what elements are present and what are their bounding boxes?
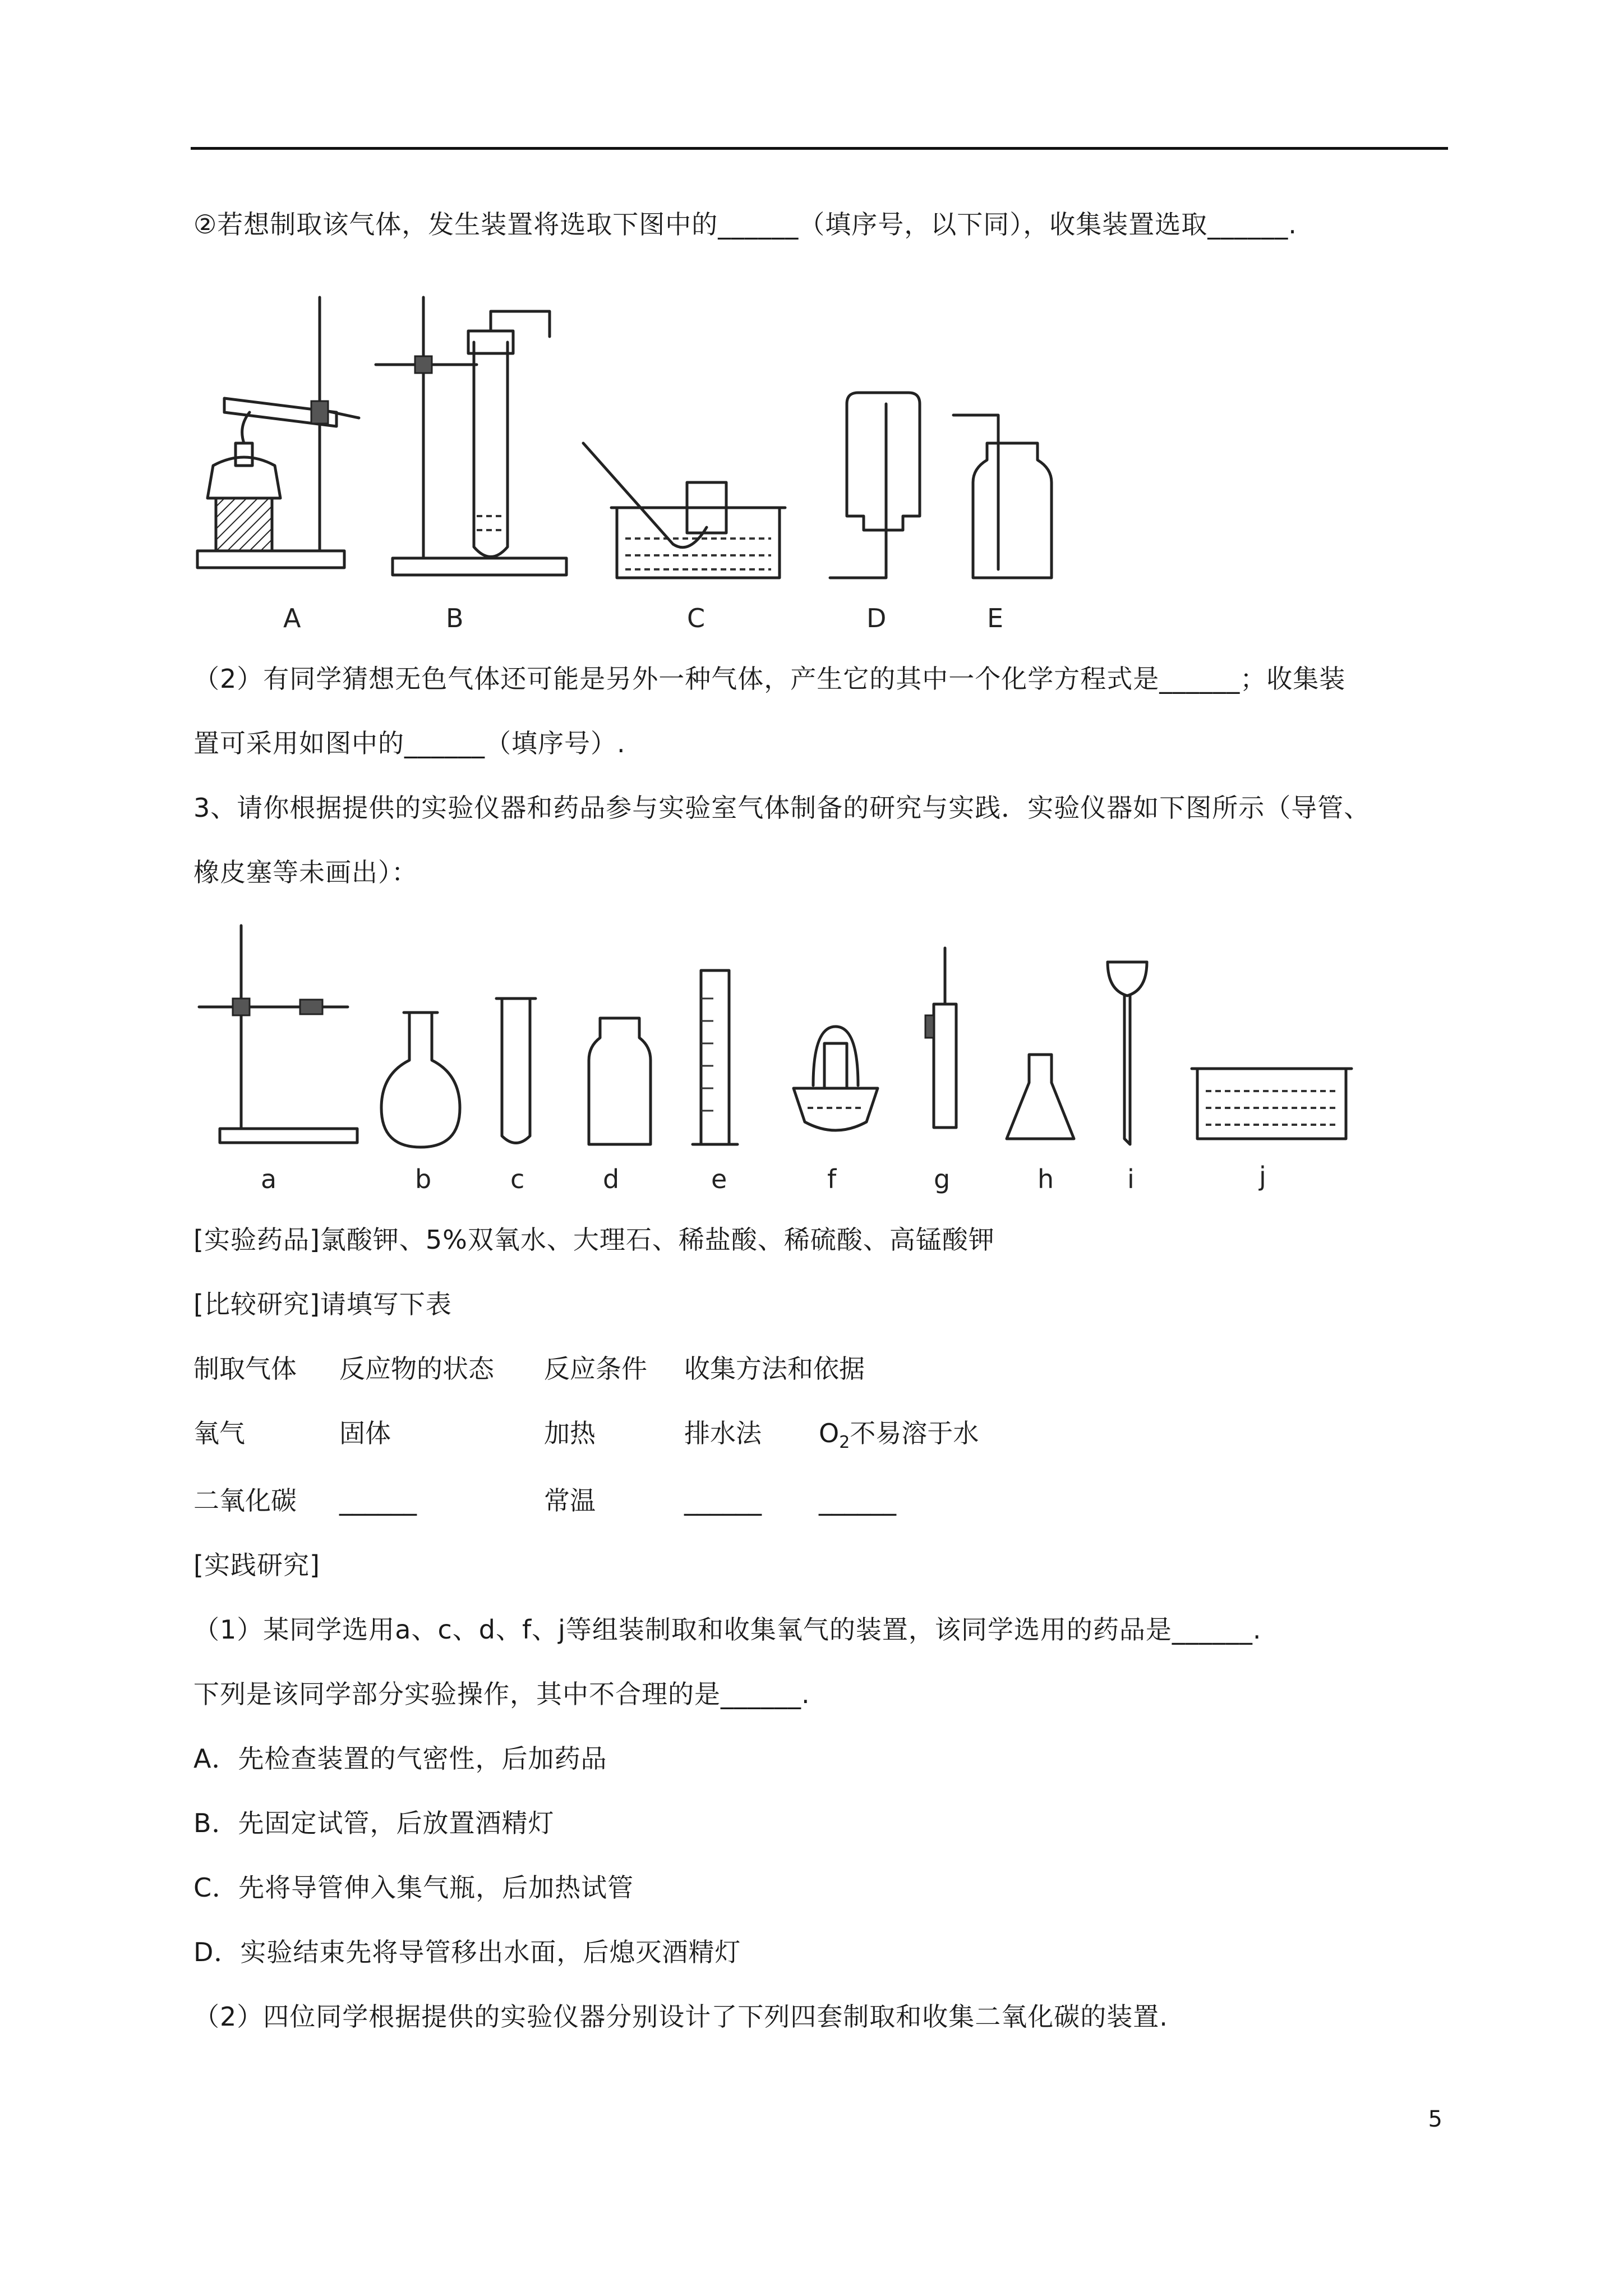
instrument-a-iron-stand	[199, 926, 357, 1143]
option-d: D．实验结束先将导管移出水面，后熄灭酒精灯	[193, 1937, 741, 1967]
question-line: （2）有同学猜想无色气体还可能是另外一种气体，产生它的其中一个化学方程式是______；收集装	[193, 664, 1346, 694]
table-cell: 二氧化碳	[193, 1485, 297, 1516]
table-cell: 加热	[544, 1418, 596, 1448]
figure-label-e: E	[987, 603, 1004, 633]
instrument-label-i: i	[1127, 1164, 1135, 1194]
question-line: ②若想制取该气体，发生装置将选取下图中的______（填序号，以下同），收集装置选取______.	[193, 209, 1297, 240]
instrument-label-a: a	[261, 1164, 277, 1194]
question-line: （2）四位同学根据提供的实验仪器分别设计了下列四套制取和收集二氧化碳的装置.	[193, 2001, 1168, 2032]
instrument-label-f: f	[827, 1164, 837, 1194]
figure-label-b: B	[446, 603, 464, 633]
instrument-f-alcohol-lamp	[794, 1027, 878, 1130]
instrument-label-g: g	[934, 1164, 951, 1194]
table-cell-basis	[819, 1416, 979, 1460]
table-header: 反应物的状态	[339, 1354, 494, 1384]
figure-label-d: D	[866, 603, 887, 633]
table-header: 反应条件	[544, 1354, 647, 1384]
figure-label-a: A	[283, 603, 301, 633]
instrument-label-e: e	[711, 1164, 727, 1194]
instrument-label-j: j	[1259, 1161, 1266, 1191]
table-header: 制取气体	[193, 1354, 297, 1384]
table-cell: 常温	[544, 1485, 596, 1516]
formula-subscript: 2	[839, 1433, 850, 1453]
instrument-g-syringe	[925, 948, 956, 1128]
table-cell: 氧气	[193, 1418, 245, 1448]
instrument-label-h: h	[1038, 1164, 1054, 1194]
instrument-d-gas-jar	[589, 1018, 651, 1144]
instrument-c-test-tube	[496, 999, 536, 1143]
answer-blank: ______	[339, 1485, 417, 1516]
instrument-b-round-flask	[381, 1013, 460, 1147]
table-header: 收集方法和依据	[684, 1354, 865, 1384]
question-line: 橡皮塞等未画出）：	[193, 857, 418, 887]
instrument-label-b: b	[415, 1164, 432, 1194]
practice-heading: [实践研究]	[193, 1550, 320, 1580]
compare-heading: [比较研究]请填写下表	[193, 1289, 452, 1319]
option-a: A．先检查装置的气密性，后加药品	[193, 1743, 607, 1774]
answer-blank: ______	[819, 1485, 896, 1516]
question-line: 3、请你根据提供的实验仪器和药品参与实验室气体制备的研究与实践．实验仪器如下图所示（导管、	[193, 793, 1371, 823]
basis-text: 不易溶于水	[850, 1418, 979, 1448]
instrument-i-long-neck-funnel	[1108, 962, 1147, 1144]
figure-label-c: C	[687, 603, 706, 633]
instrument-j-water-trough	[1192, 1069, 1352, 1139]
table-cell: 固体	[339, 1418, 391, 1448]
instrument-label-c: c	[510, 1164, 525, 1194]
option-b: B．先固定试管，后放置酒精灯	[193, 1808, 555, 1838]
question-line: 下列是该同学部分实验操作，其中不合理的是______.	[193, 1679, 810, 1709]
page-number: 5	[1428, 2106, 1442, 2132]
instrument-e-measuring-cylinder	[693, 970, 737, 1144]
instrument-label-d: d	[603, 1164, 620, 1194]
answer-blank: ______	[684, 1485, 762, 1516]
table-cell: 排水法	[684, 1418, 762, 1448]
instrument-h-conical-flask	[1007, 1055, 1074, 1139]
formula-element: O	[819, 1418, 840, 1448]
question-line: （1）某同学选用a、c、d、f、j等组装制取和收集氧气的装置，该同学选用的药品是______.	[193, 1614, 1262, 1645]
question-line: 置可采用如图中的______（填序号）.	[193, 728, 626, 758]
option-c: C．先将导管伸入集气瓶，后加热试管	[193, 1872, 634, 1903]
reagents-line: [实验药品]氯酸钾、5%双氧水、大理石、稀盐酸、稀硫酸、高锰酸钾	[193, 1225, 995, 1255]
